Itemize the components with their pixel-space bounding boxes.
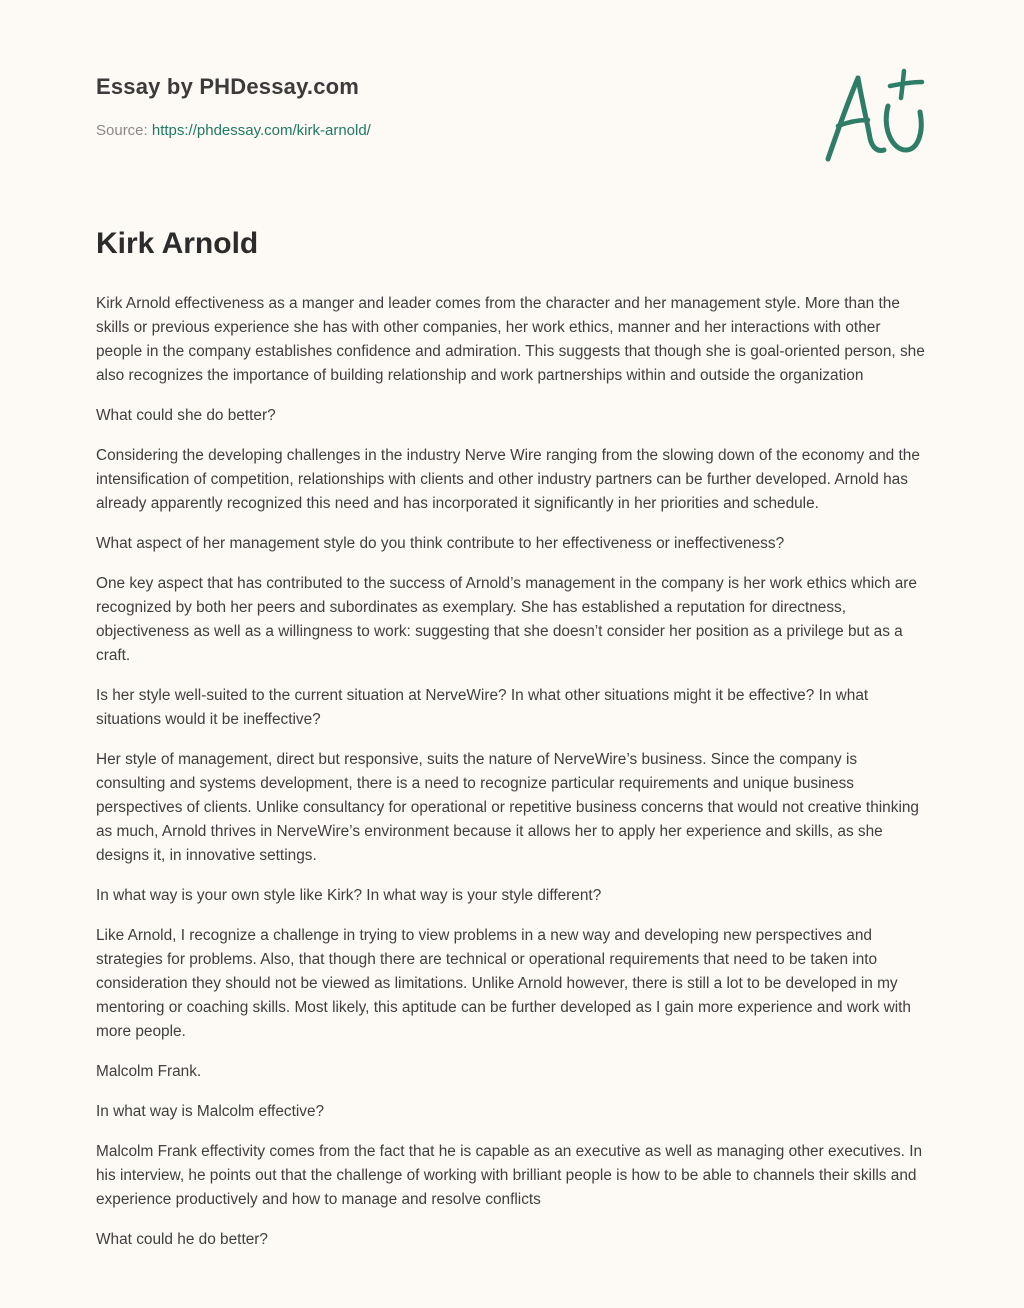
essay-paragraph: Considering the developing challenges in the industry Nerve Wire ranging from the slowing down of the economy and the intensification of competition, relationships with clients and other industry partners can be further developed. Arnold has already apparently recognized this need and has incorporated it significantly in her priorities and schedule.: [96, 447, 920, 512]
essay-question: What could he do better?: [96, 1231, 268, 1248]
essay-content: [96, 222, 928, 1268]
a-plus-logo-icon: [818, 66, 930, 166]
essay-section-heading: Malcolm Frank.: [96, 1063, 202, 1080]
essay-question: In what way is your own style like Kirk? In what way is your style different?: [96, 887, 602, 904]
source-label: Source:: [96, 122, 152, 139]
essay-question: What could she do better?: [96, 407, 276, 424]
essay-paragraph: Her style of management, direct but responsive, suits the nature of NerveWire’s business. Since the company is consulting and systems development, there is a need to recognize particular requirements and unique business perspectives of clients. Unlike consultancy for operational or repetitive business concerns that would not creative thinking as much, Arnold thrives in NerveWire’s environment because it allows her to apply her experience and skills, as she designs it, in innovative settings.: [96, 751, 919, 864]
essay-question: In what way is Malcolm effective?: [96, 1103, 325, 1120]
essay-paragraph: Malcolm Frank effectivity comes from the fact that he is capable as an executive as well as managing other executives. In his interview, he points out that the challenge of working with brilliant people is how to be able to channels their skills and experience productively and how to manage and resolve conflicts: [96, 1143, 923, 1208]
source-line: [96, 122, 796, 139]
essay-paragraph: Kirk Arnold effectiveness as a manger and leader comes from the character and her management style. More than the skills or previous experience she has with other companies, her work ethics, manner and her interactions with other people in the company establishes confidence and admiration. This suggests that though she is goal-oriented person, she also recognizes the importance of building relationship and work partnerships within and outside the organization: [96, 295, 925, 384]
site-title: Essay by PHDessay.com: [96, 74, 360, 99]
essay-question: What aspect of her management style do you think contribute to her effectiveness or ineffectiveness?: [96, 535, 785, 552]
essay-paragraph: Like Arnold, I recognize a challenge in trying to view problems in a new way and developing new perspectives and strategies for problems. Also, that though there are technical or operational requirements that need to be taken into consideration they should not be viewed as limitations. Unlike Arnold however, there is still a lot to be developed in my mentoring or coaching skills. Most likely, this aptitude can be further developed as I gain more experience and work with more people.: [96, 927, 911, 1040]
essay-paragraph: One key aspect that has contributed to the success of Arnold’s management in the company is her work ethics which are recognized by both her peers and subordinates as exemplary. She has established a reputation for directness, objectiveness as well as a willingness to work: suggesting that she doesn’t consider her position as a privilege but as a craft.: [96, 575, 917, 664]
essay-title: Kirk Arnold: [96, 227, 259, 260]
essay-question: Is her style well-suited to the current situation at NerveWire? In what other situations might it be effective? In what situations would it be ineffective?: [96, 687, 869, 728]
page-header: [96, 74, 796, 139]
source-link[interactable]: https://phdessay.com/kirk-arnold/: [151, 122, 371, 139]
